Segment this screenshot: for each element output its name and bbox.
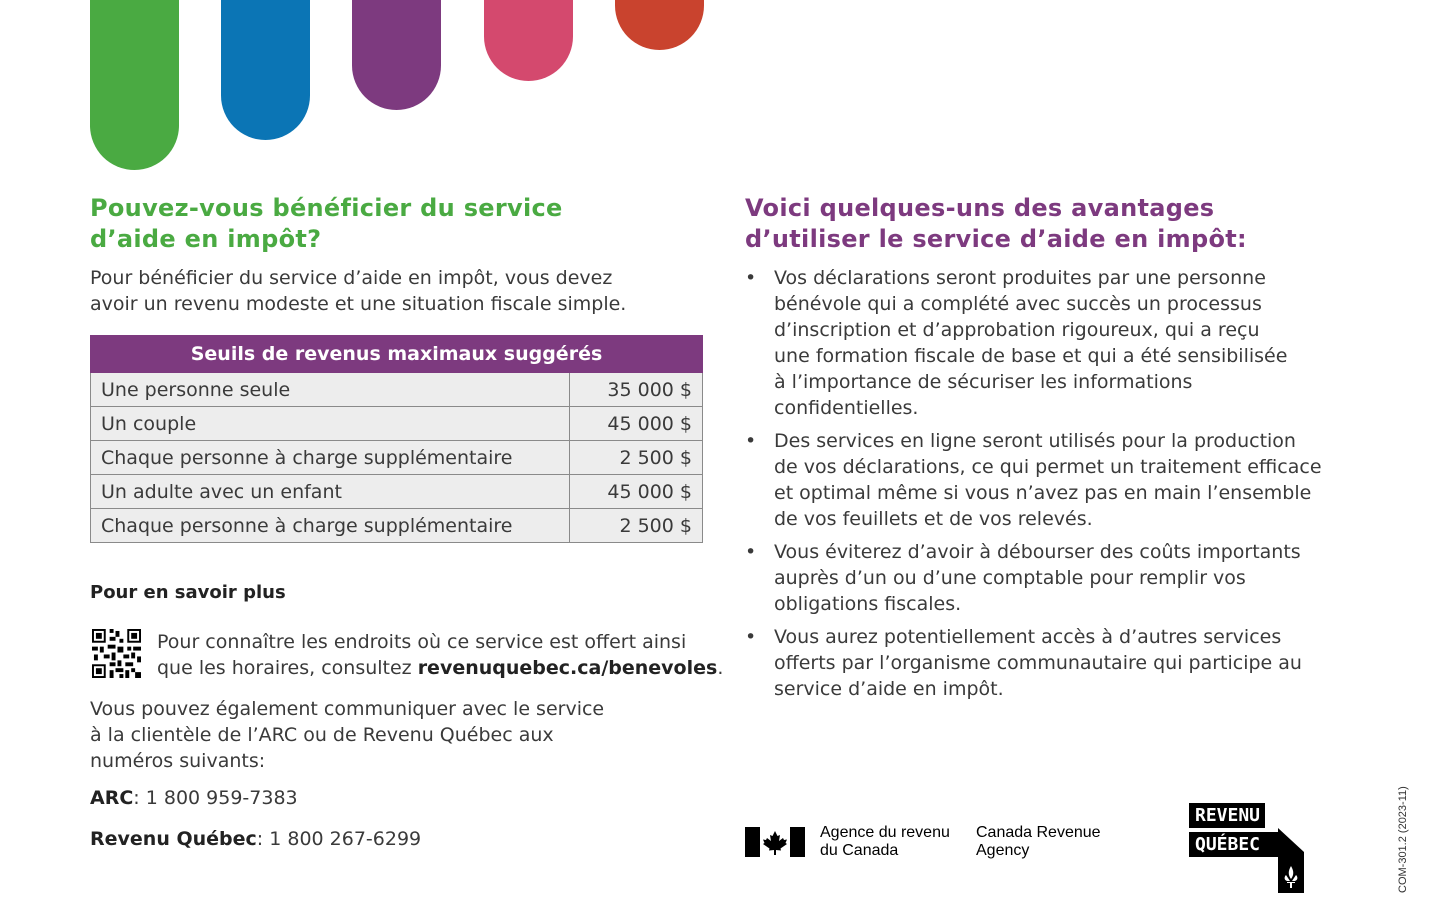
qr-code-icon[interactable] (92, 629, 141, 678)
phone-arc: ARC: 1 800 959-7383 (90, 787, 298, 809)
row-amount: 35 000 $ (570, 373, 703, 407)
benefits-heading-line: Voici quelques-uns des avantages (745, 194, 1215, 222)
row-amount: 45 000 $ (570, 407, 703, 441)
table-row (91, 441, 703, 475)
logo-text-revenu: REVENU (1189, 803, 1265, 828)
decorative-bar-green (90, 0, 179, 170)
visit-line (157, 655, 723, 681)
eligibility-heading-line: Pouvez-vous bénéficier du service (90, 194, 563, 222)
contact-line: à la clientèle de l’ARC ou de Revenu Québec aux (90, 724, 554, 746)
fleur-de-lis-icon (1278, 828, 1304, 893)
bullet-icon: • (745, 541, 757, 563)
intro-line: Pour bénéficier du service d’aide en impôt, vous devez (90, 267, 613, 289)
bullet-icon: • (745, 267, 757, 289)
website-link[interactable]: revenuquebec.ca/benevoles (417, 657, 718, 679)
decorative-bar-blue (221, 0, 310, 140)
list-item: • Vous aurez potentiellement accès à d’autres services offerts par l’organisme communautaire qui participe au service d’aide en impôt. (745, 626, 1302, 700)
decorative-bar-purple (352, 0, 441, 110)
table-header-row (91, 336, 703, 373)
bullet-icon: • (745, 430, 757, 452)
contact-line: Vous pouvez également communiquer avec le service (90, 698, 605, 720)
row-amount: 2 500 $ (570, 509, 703, 543)
table-row (91, 407, 703, 441)
benefits-list (745, 265, 1385, 709)
benefits-heading (745, 193, 1247, 255)
row-label: Un couple (91, 407, 570, 441)
cra-name-french: Agence du revenu du Canada (820, 824, 950, 859)
phone-number[interactable]: 1 800 267-6299 (269, 828, 422, 850)
eligibility-heading-line: d’aide en impôt? (90, 225, 322, 253)
table-row (91, 475, 703, 509)
row-label: Chaque personne à charge supplémentaire (91, 441, 570, 475)
table-header: Seuils de revenus maximaux suggérés (91, 336, 703, 373)
learn-more-title: Pour en savoir plus (90, 582, 286, 603)
visit-prefix: que les horaires, consultez (157, 657, 418, 679)
eligibility-intro (90, 265, 626, 317)
benefits-heading-line: d’utiliser le service d’aide en impôt: (745, 225, 1247, 253)
list-item: • Des services en ligne seront utilisés pour la production de vos déclarations, ce qui permet un traitement efficace et optimal même si vous n’avez pas en main l’ensemble de vos feuillets et de vos relevés. (745, 430, 1322, 530)
visit-suffix: . (717, 657, 724, 679)
row-label: Chaque personne à charge supplémentaire (91, 509, 570, 543)
intro-line: avoir un revenu modeste et une situation fiscale simple. (90, 293, 627, 315)
eligibility-heading (90, 193, 563, 255)
phone-label: Revenu Québec (90, 828, 257, 850)
contact-text (90, 696, 604, 774)
table-row (91, 373, 703, 407)
row-label: Une personne seule (91, 373, 570, 407)
row-amount: 45 000 $ (570, 475, 703, 509)
logo-text-quebec: QUÉBEC (1189, 832, 1278, 857)
visit-website-text (157, 629, 723, 681)
phone-number[interactable]: 1 800 959-7383 (145, 787, 298, 809)
table-row (91, 509, 703, 543)
income-thresholds-table (90, 335, 703, 543)
bullet-icon: • (745, 626, 757, 648)
decorative-bar-pink (484, 0, 573, 81)
decorative-bar-red (615, 0, 704, 50)
phone-label: ARC (90, 787, 134, 809)
document-code: COM-301.2 (2023-11) (1397, 786, 1409, 893)
contact-line: numéros suivants: (90, 750, 266, 772)
canada-flag-icon (745, 827, 805, 857)
phone-revenu-quebec: Revenu Québec: 1 800 267-6299 (90, 828, 422, 850)
cra-name-english: Canada Revenue Agency (976, 824, 1101, 859)
visit-line: Pour connaître les endroits où ce service est offert ainsi (157, 631, 687, 653)
list-item: • Vous éviterez d’avoir à débourser des coûts importants auprès d’un ou d’une comptable pour remplir vos obligations fiscales. (745, 541, 1301, 615)
row-label: Un adulte avec un enfant (91, 475, 570, 509)
list-item: • Vos déclarations seront produites par une personne bénévole qui a complété avec succès un processus d’inscription et d’approbation rigoureux, qui a reçu une formation fiscale de base et qui a été sensibilisée à l’importance de sécuriser les informations confidentielles. (745, 267, 1288, 419)
row-amount: 2 500 $ (570, 441, 703, 475)
